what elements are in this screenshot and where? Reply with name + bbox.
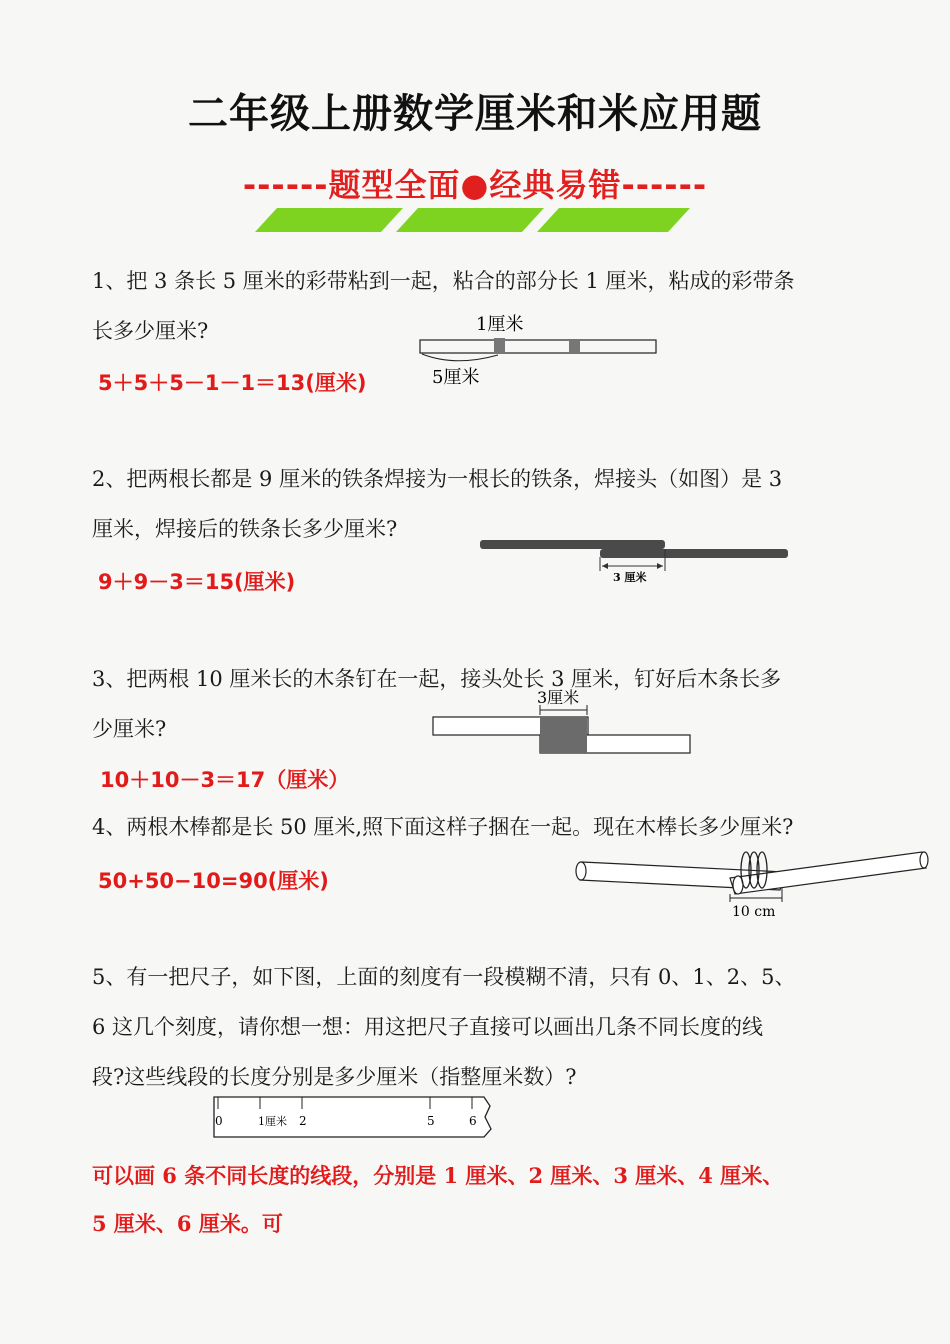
question-4-line1: 4、两根木棒都是长 50 厘米,照下面这样子捆在一起。现在木棒长多少厘米? (92, 815, 794, 839)
question-5 (92, 952, 795, 1102)
question-2-line1: 2、把两根长都是 9 厘米的铁条焊接为一根长的铁条，焊接头（如图）是 3 (92, 467, 783, 491)
wood-overlap (540, 717, 587, 753)
ruler-body (214, 1097, 491, 1137)
answer-2: 9＋9－3＝15(厘米) (98, 570, 296, 594)
page-title: 二年级上册数学厘米和米应用题 (188, 91, 762, 137)
question-1-line2: 长多少厘米? (92, 319, 209, 343)
ruler-label-2: 2 (299, 1114, 307, 1128)
question-5-line2: 6 这几个刻度，请你想一想：用这把尺子直接可以画出几条不同长度的线 (92, 1015, 764, 1039)
fig3-label: 3厘米 (537, 688, 580, 707)
iron-bar-left (480, 540, 665, 549)
fig1-label-bottom: 5厘米 (432, 367, 480, 388)
fig4-label: 10 cm (732, 904, 776, 920)
iron-bar-right (600, 549, 788, 558)
question-3-line1: 3、把两根 10 厘米长的木条钉在一起，接头处长 3 厘米，钉好后木条长多 (92, 667, 782, 691)
answer-1: 5＋5＋5－1－1＝13(厘米) (98, 371, 367, 395)
question-5-line3: 段?这些线段的长度分别是多少厘米（指整厘米数）? (92, 1065, 577, 1089)
question-2-line2: 厘米，焊接后的铁条长多少厘米? (92, 517, 398, 541)
question-1-line1: 1、把 3 条长 5 厘米的彩带粘到一起，粘合的部分长 1 厘米，粘成的彩带条 (92, 269, 795, 293)
ruler-label-0: 0 (215, 1114, 223, 1128)
figure-iron-bars (475, 535, 795, 590)
ribbon-overlap-2 (569, 340, 580, 353)
answer-5-line2: 5 厘米、6 厘米。可 (92, 1211, 283, 1236)
figure-wood-strips (425, 683, 700, 758)
answer-4: 50+50−10=90(厘米) (98, 869, 329, 893)
ruler-label-1: 1厘米 (258, 1115, 287, 1128)
ruler-label-5: 5 (427, 1114, 435, 1128)
ribbon-bar (420, 340, 656, 353)
ribbon-overlap-1 (494, 338, 505, 353)
green-banner-stripes (255, 208, 695, 234)
figure-sticks (570, 838, 935, 923)
figure-ruler (208, 1093, 498, 1141)
ruler-label-6: 6 (469, 1114, 477, 1128)
page-subtitle: ------题型全面●经典易错------ (242, 166, 708, 204)
figure-ribbon (410, 305, 670, 395)
ribbon-brace (422, 354, 498, 361)
question-5-line1: 5、有一把尺子，如下图，上面的刻度有一段模糊不清，只有 0、1、2、5、 (92, 965, 796, 989)
answer-5-line1: 可以画 6 条不同长度的线段，分别是 1 厘米、2 厘米、3 厘米、4 厘米、 (92, 1163, 784, 1188)
fig2-label: 3 厘米 (613, 571, 647, 584)
question-3-line2: 少厘米? (92, 717, 167, 741)
fig1-label-top: 1厘米 (476, 314, 524, 335)
answer-3: 10＋10－3＝17（厘米） (100, 768, 350, 792)
